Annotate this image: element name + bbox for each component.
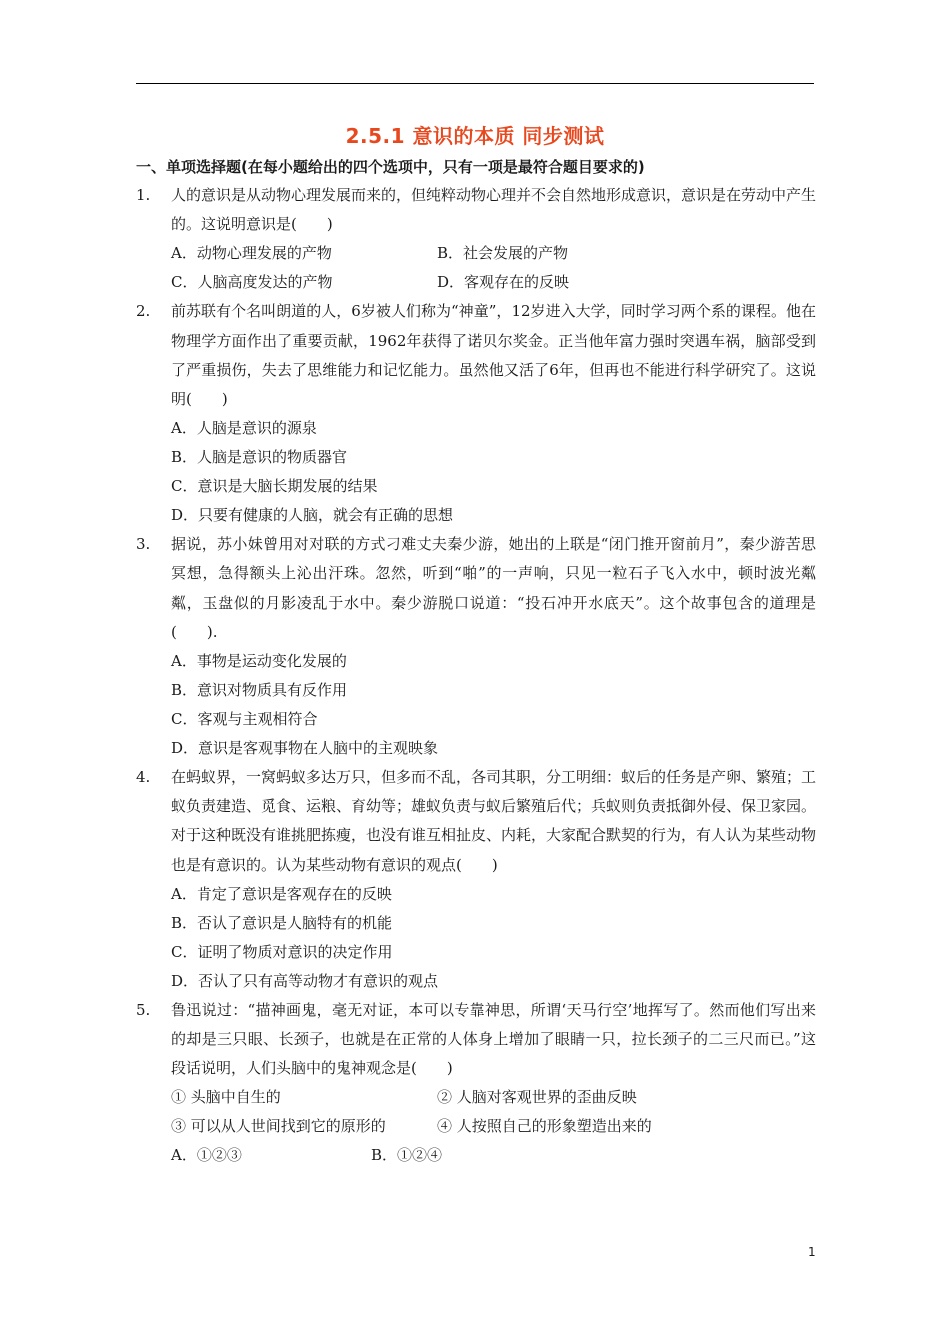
question-number: 5. bbox=[136, 1000, 151, 1019]
page-number: 1 bbox=[808, 1245, 816, 1259]
option-b: B．人脑是意识的物质器官 bbox=[171, 448, 348, 467]
option-d: D．只要有健康的人脑，就会有正确的思想 bbox=[171, 506, 454, 525]
option-a: A．动物心理发展的产物 bbox=[171, 244, 332, 263]
question-4 bbox=[136, 763, 816, 880]
statement-row bbox=[136, 1083, 816, 1112]
question-stem: 人的意识是从动物心理发展而来的，但纯粹动物心理并不会自然地形成意识，意识是在劳动中产生的。这说明意识是( ) bbox=[171, 186, 817, 234]
statement-row bbox=[136, 1112, 816, 1141]
question-5 bbox=[136, 996, 816, 1084]
statement-2: ② 人脑对客观世界的歪曲反映 bbox=[437, 1088, 637, 1107]
option-c: C．意识是大脑长期发展的结果 bbox=[171, 477, 378, 496]
question-number: 2. bbox=[136, 302, 151, 321]
option-c: C．证明了物质对意识的决定作用 bbox=[171, 942, 393, 961]
question-3 bbox=[136, 530, 816, 647]
section-heading: 一、单项选择题(在每小题给出的四个选项中，只有一项是最符合题目要求的) bbox=[136, 158, 645, 176]
option-d: D．否认了只有高等动物才有意识的观点 bbox=[171, 971, 439, 990]
question-1 bbox=[136, 181, 816, 239]
option-a: A．人脑是意识的源泉 bbox=[171, 419, 317, 438]
question-list bbox=[136, 181, 816, 1170]
statement-1: ① 头脑中自生的 bbox=[171, 1088, 281, 1107]
page-title: 2.5.1 意识的本质 同步测试 bbox=[345, 124, 605, 148]
option-row bbox=[136, 239, 816, 268]
question-stem: 据说，苏小妹曾用对对联的方式刁难丈夫秦少游，她出的上联是“闭门推开窗前月”，秦少游苦思冥想，急得额头上沁出汗珠。忽然，听到“啪”的一声响，只见一粒石子飞入水中，顿时波光粼粼，玉盘似的月影凌乱于水中。秦少游脱口说道：“投石冲开水底天”。这个故事包含的道理是( ). bbox=[171, 535, 816, 641]
option-b: B．①②④ bbox=[371, 1146, 443, 1165]
option-b: B．否认了意识是人脑特有的机能 bbox=[171, 913, 393, 932]
option-a: A．①②③ bbox=[171, 1146, 242, 1165]
option-d: D．客观存在的反映 bbox=[437, 273, 570, 292]
question-2 bbox=[136, 297, 816, 414]
statement-4: ④ 人按照自己的形象塑造出来的 bbox=[437, 1117, 652, 1136]
question-number: 1. bbox=[136, 186, 151, 204]
question-stem: 在蚂蚁界，一窝蚂蚁多达万只，但多而不乱，各司其职，分工明细：蚁后的任务是产卵、繁殖；工蚁负责建造、觅食、运粮、育幼等；雄蚁负责与蚁后繁殖后代；兵蚁则负责抵御外侵、保卫家园。对于这种既没有谁挑肥拣瘦，也没有谁互相扯皮、内耗，大家配合默契的行为，有人认为某些动物也是有意识的。认为某些动物有意识的观点( ) bbox=[171, 768, 817, 874]
option-a: A．肯定了意识是客观存在的反映 bbox=[171, 884, 392, 903]
option-b: B．意识对物质具有反作用 bbox=[171, 681, 348, 700]
option-c: C．人脑高度发达的产物 bbox=[171, 273, 333, 292]
header-rule bbox=[136, 83, 814, 84]
option-row bbox=[136, 268, 816, 297]
question-stem: 前苏联有个名叫朗道的人，6岁被人们称为“神童”，12岁进入大学，同时学习两个系的课程。他在物理学方面作出了重要贡献，1962年获得了诺贝尔奖金。正当他年富力强时突遇车祸，脑部受到了严重损伤，失去了思维能力和记忆能力。虽然他又活了6年，但再也不能进行科学研究了。这说明( ) bbox=[171, 302, 816, 409]
statement-3: ③ 可以从人世间找到它的原形的 bbox=[171, 1117, 386, 1136]
option-b: B．社会发展的产物 bbox=[437, 244, 569, 263]
option-row bbox=[136, 1141, 816, 1170]
option-a: A．事物是运动变化发展的 bbox=[171, 652, 347, 671]
question-number: 4. bbox=[136, 768, 151, 787]
option-c: C．客观与主观相符合 bbox=[171, 710, 318, 729]
question-stem: 鲁迅说过：“描神画鬼，毫无对证，本可以专靠神思，所谓‘天马行空’地挥写了。然而他们写出来的却是三只眼、长颈子，也就是在正常的人体身上增加了眼睛一只，拉长颈子的二三尺而已。”这段话说明，人们头脑中的鬼神观念是( ) bbox=[171, 1000, 816, 1078]
question-number: 3. bbox=[136, 535, 151, 554]
option-d: D．意识是客观事物在人脑中的主观映象 bbox=[171, 739, 439, 758]
